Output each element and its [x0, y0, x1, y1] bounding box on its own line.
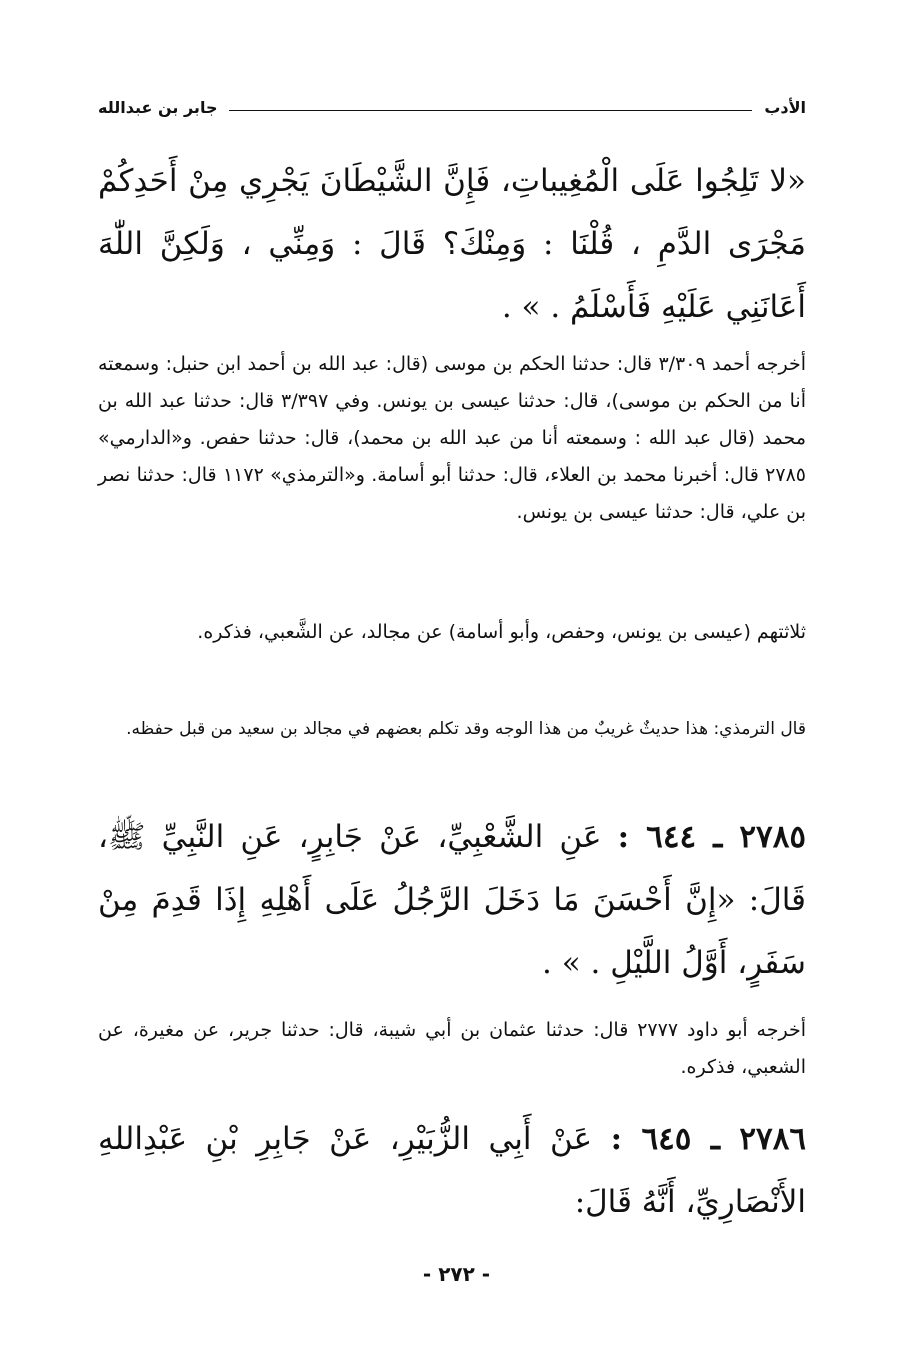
section-title: جابر بن عبدالله: [98, 97, 218, 117]
hadith-2785: ٢٧٨٥ ـ ٦٤٤ : عَنِ الشَّعْبِيِّ، عَنْ جَابِرٍ، عَنِ النَّبِيِّ ﷺ، قَالَ: «إِنَّ أَحْسَنَ مَا دَخَلَ الرَّجُلُ عَلَى أَهْلِهِ إِذَا قَدِمَ مِنْ سَفَرٍ، أَوَّلُ اللَّيْلِ . » .: [98, 819, 806, 981]
hadith-2786: ٢٧٨٦ ـ ٦٤٥ : عَنْ أَبِي الزُّبَيْرِ، عَنْ جَابِرِ بْنِ عَبْدِاللهِ الأَنْصَارِيِّ، أَنَّهُ قَالَ:: [98, 1121, 806, 1220]
chapter-title: الأدب: [764, 97, 806, 117]
hadith-text: «لا تَلِجُوا عَلَى الْمُغِيباتِ، فَإِنَّ الشَّيْطَانَ يَجْرِي مِنْ أَحَدِكُمْ مَجْرَى الدَّمِ ، قُلْنَا : وَمِنْكَ؟ قَالَ : وَمِنِّي ، وَلَكِنَّ اللّٰهَ أَعَانَنِي عَلَيْهِ فَأَسْلَمُ . » .: [98, 163, 806, 325]
page-number: - ٢٧٢ -: [422, 1262, 491, 1286]
running-header: [98, 92, 806, 122]
takhrij-abu-dawud: أخرجه أبو داود ٢٧٧٧ قال: حدثنا عثمان بن أبي شيبة، قال: حدثنا جرير، عن مغيرة، عن الشعبي، فذكره.: [98, 1019, 806, 1078]
hadith-number: ٢٧٨٥ ـ ٦٤٤ :: [617, 819, 806, 855]
tirmidhi-comment: قال الترمذي: هذا حديثٌ غريبٌ من هذا الوجه وقد تكلم بعضهم في مجالد بن سعيد من قبل حفظه.: [126, 719, 806, 739]
takhrij-paragraph: أخرجه أحمد ٣/٣٠٩ قال: حدثنا الحكم بن موسى (قال: عبد الله بن أحمد ابن حنبل: وسمعته أنا من الحكم بن موسى)، قال: حدثنا عيسى بن يونس. وفي ٣/٣٩٧ قال: حدثنا عبد الله بن محمد (قال عبد الله : وسمعته أنا من عبد الله بن محمد)، قال: حدثنا حفص. و«الدارمي» ٢٧٨٥ قال: أخبرنا محمد بن العلاء، قال: حدثنا أبو أسامة. و«الترمذي» ١١٧٢ قال: حدثنا نصر بن علي، قال: حدثنا عيسى بن يونس.: [98, 353, 806, 523]
hadith-number: ٢٧٨٦ ـ ٦٤٥ :: [610, 1121, 806, 1157]
header-rule: [229, 110, 752, 111]
takhrij-summary: ثلاثتهم (عيسى بن يونس، وحفص، وأبو أسامة) عن مجالد، عن الشَّعبي، فذكره.: [197, 621, 806, 643]
